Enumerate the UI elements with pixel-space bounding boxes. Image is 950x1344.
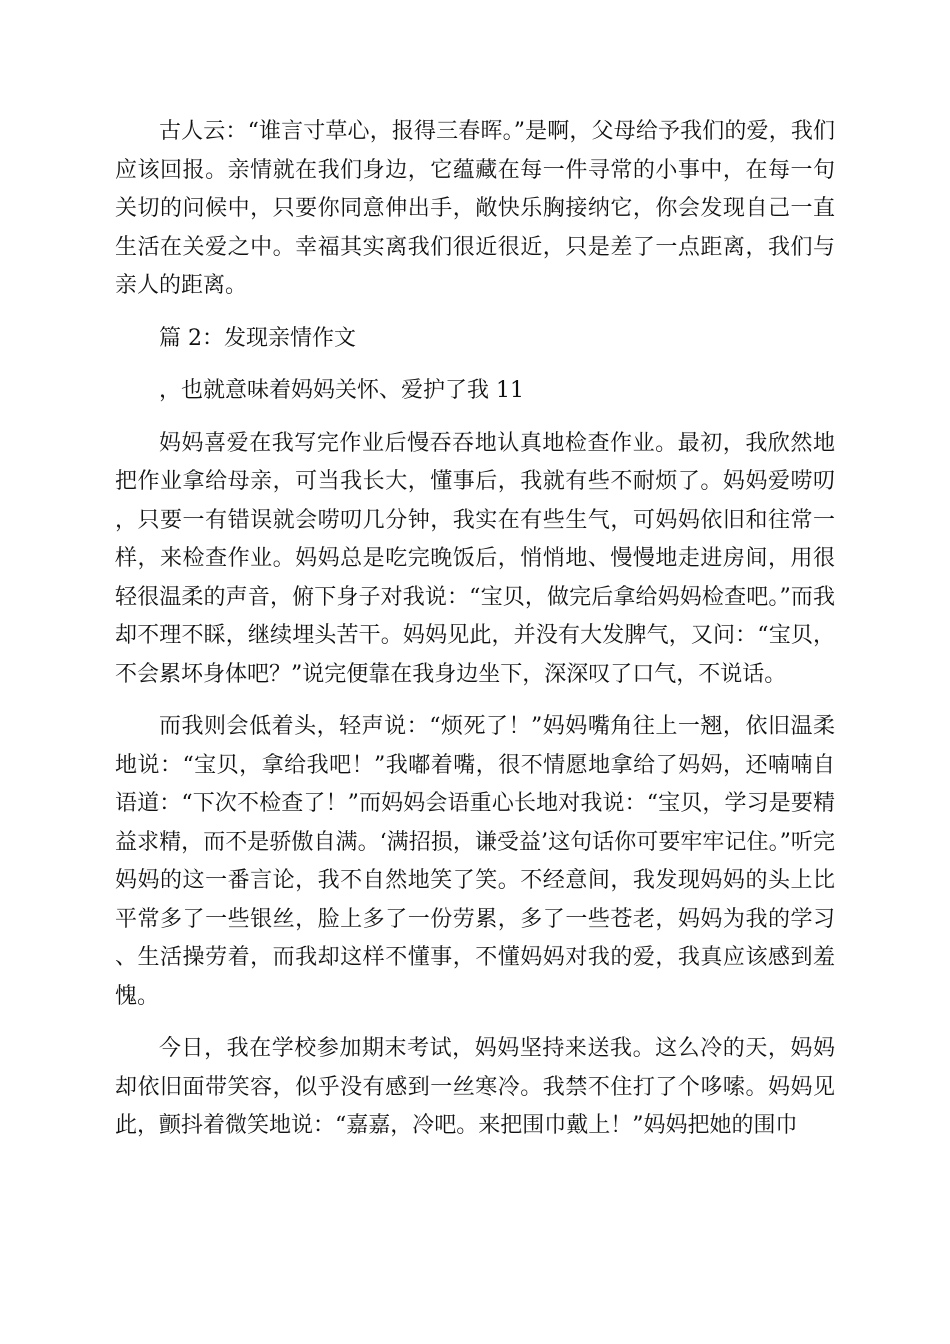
- document-page: [115, 113, 835, 1160]
- paragraph-gratitude: 古人云：“谁言寸草心，报得三春晖。”是啊，父母给予我们的爱，我们应该回报。亲情就在我们身边，它蕴藏在每一件寻常的小事中，在每一句关切的问候中，只要你同意伸出手，敞快乐胸接纳它，你会发现自己一直生活在关爱之中。幸福其实离我们很近很近，只是差了一点距离，我们与亲人的距离。: [115, 119, 835, 298]
- paragraph-homework-check: 妈妈喜爱在我写完作业后慢吞吞地认真地检查作业。最初，我欣然地把作业拿给母亲，可当我长大，懂事后，我就有些不耐烦了。妈妈爱唠叨，只要一有错误就会唠叨几分钟，我实在有些生气，可妈妈依旧和往常一样，来检查作业。妈妈总是吃完晚饭后，悄悄地、慢慢地走进房间，用很轻很温柔的声音，俯下身子对我说：“宝贝，做完后拿给妈妈检查吧。”而我却不理不睬，继续埋头苦干。妈妈见此，并没有大发脾气，又问：“宝贝，不会累坏身体吧？”说完便靠在我身边坐下，深深叹了口气，不说话。: [115, 430, 835, 687]
- paragraph-fragment: ，也就意味着妈妈关怀、爱护了我 11: [159, 378, 524, 403]
- section-heading: 篇 2：发现亲情作文: [159, 325, 356, 351]
- paragraph-exam-day: 今日，我在学校参加期末考试，妈妈坚持来送我。这么冷的天，妈妈却依旧面带笑容，似乎没有感到一丝寒冷。我禁不住打了个哆嗦。妈妈见此，颤抖着微笑地说：“嘉嘉，冷吧。来把围巾戴上！”妈妈把她的围巾: [115, 1036, 835, 1138]
- paragraph-mother-advice: 而我则会低着头，轻声说：“烦死了！”妈妈嘴角往上一翘，依旧温柔地说：“宝贝，拿给我吧！”我嘟着嘴，很不情愿地拿给了妈妈，还喃喃自语道：“下次不检查了！”而妈妈会语重心长地对我说：“宝贝，学习是要精益求精，而不是骄傲自满。‘满招损，谦受益’这句话你可要牢牢记住。”听完妈妈的这一番言论，我不自然地笑了笑。不经意间，我发现妈妈的头上比平常多了一些银丝，脸上多了一份劳累，多了一些苍老，妈妈为我的学习、生活操劳着，而我却这样不懂事，不懂妈妈对我的爱，我真应该感到羞愧。: [115, 714, 835, 1009]
